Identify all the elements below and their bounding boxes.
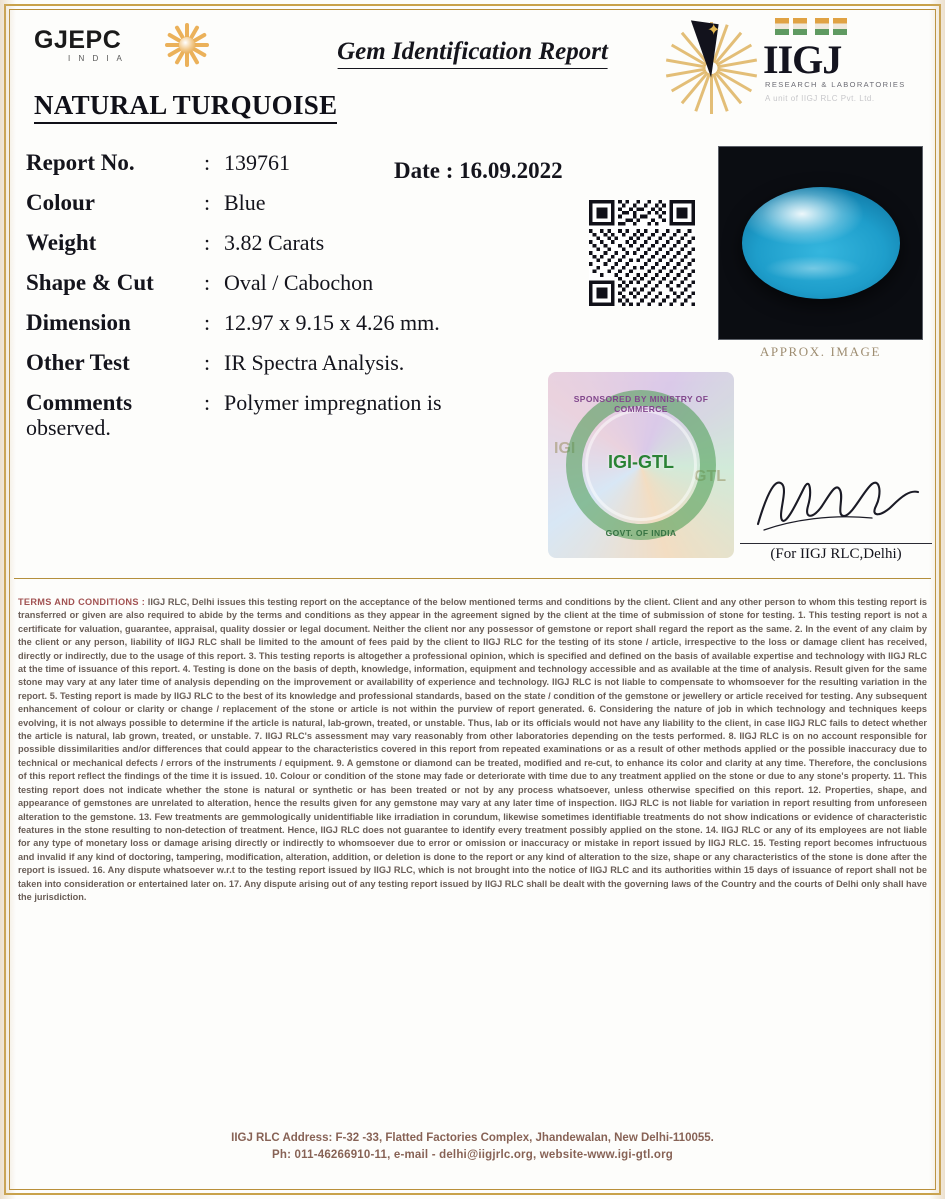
detail-row-weight bbox=[26, 230, 556, 270]
gem-name-heading: NATURAL TURQUOISE bbox=[34, 90, 337, 124]
detail-row-other-test bbox=[26, 350, 556, 390]
security-hologram bbox=[548, 372, 734, 558]
star-icon: ✦ bbox=[707, 22, 721, 39]
detail-label: Report No. bbox=[26, 150, 135, 175]
detail-label: Weight bbox=[26, 230, 97, 255]
gjepc-logo bbox=[34, 20, 264, 76]
detail-value: 3.82 Carats bbox=[224, 230, 325, 255]
footer-address: IIGJ RLC Address: F-32 -33, Flatted Factories Complex, Jhandewalan, New Delhi-110055. bbox=[231, 1132, 714, 1144]
hologram-bottom-text: GOVT. OF INDIA bbox=[605, 528, 677, 538]
hologram-top-text: SPONSORED BY MINISTRY OF COMMERCE bbox=[573, 394, 709, 414]
detail-colon: : bbox=[204, 390, 211, 415]
detail-colon: : bbox=[204, 150, 211, 175]
gjepc-sunburst-icon bbox=[162, 20, 212, 70]
comments-continuation: observed. bbox=[26, 415, 111, 440]
detail-colon: : bbox=[204, 310, 211, 335]
hologram-ghost-right: GTL bbox=[694, 468, 726, 485]
detail-colon: : bbox=[204, 270, 211, 295]
terms-body: IIGJ RLC, Delhi issues this testing report on the acceptance of the below mentioned terms and conditions by the client. Client and any other person to whom this testing report is transferred or given are also required to abide by the terms and conditions as they appear in the agreement signed by the client at the time of submission of stone for testing. 1. This testing report is not a certificate for valuation, guarantee, appraisal, quality dossier or legal document. Neither the client nor any possessor of gemstone or report shall regard the report as the same. 2. In the event of any claim by the client or any person, liability of IIGJ RLC shall be limited to the amount of fees paid by the client to IIGJ RLC for the testing of its stone / article, irrespective to the loss or damage client has received, directly or indirectly, due to the usage of this report. 3. This testing reports is altogether a professional opinion, which is specified and defined on the basis of available expertise and technology with IIGJ RLC at the time of issuance of this report. 4. Testing is done on the basis of depth, knowledge, information, equipment and technology accessible and as available at the time of analysis. Result given for the same stone may vary at any later time of analysis depending on the improvement or availability of experience and technology. IIGJ RLC is not liable to compensate to whomsoever for the resulting variation in the report. 5. Testing report is made by IIGJ RLC to the best of its knowledge and professional standards, based on the state / condition of the gemstone or jewellery or article received for testing. Any subsequent enhancement of colour or clarity or change / replacement of the stone or article is not within the purview of report generated. 6. Considering the nature of job in which technology and techniques keeps evolving, it is not always possible to determine if the article is natural, lab-grown, treated, or unstable. Thus, lab or its officials would not have any liability to the client, in case IIGJ RLC fails to detect whether the article is natural, lab grown, treated, or unstable. 7. IIGJ RLC's assessment may vary reasonably from other laboratories depending on the tests performed. 8. IIGJ RLC is on no account responsible for possible dissimilarities and/or differences that could appear to the characteristics covered in this report from repeated examinations or as a result of other methods applied or the possible inaccuracy due to technical or mechanical defects / errors of the instruments / equipment. 9. A gemstone or diamond can be treated, modified and re-cut, to enhance its color and clarity at any time. Therefore, the conclusions of this report reflect the findings of the time it is issued. 10. Colour or condition of the stone may fade or deteriorate with time due to any treatment applied on the stone or due to any stone's property. 11. This testing report does not indicate whether the stone is natural or synthetic or has been treated or not by any process whatsoever, unless otherwise specified on this report. 12. Properties, shape, and appearance of gemstones are unrelated to alteration, hence the results given for any gemstone may vary at any later time of inspection. IIGJ RLC is not liable for variation in report resulting from unforeseen alteration to the gemstone. 13. Few treatments are gemmologically unidentifiable like irradiation in corundum, likewise sometimes identifiable treatments do not show indications or evidence of characteristic features in the stone resulting to non-detection of treatment. Hence, IIGJ RLC does not guarantee to identify every treatment possibly applied on the stone. 14. IIGJ RLC or any of its employees are not liable for any type of monetary loss or damage arising directly or indirectly to whomsoever due to error or omission or inaccuracy or mistake in report issued by IIGJ RLC. 15. Testing report becomes infructuous and invalid if any kind of doctoring, tampering, modification, alteration, addition, or deletion is done to the report or any kind of alteration to the size, shape or any characteristics of the stone is done after the report is issued. 16. Any dispute whatsoever w.r.t to the testing report issued by IIGJ RLC, which is not brought into the notice of IIGJ RLC and its authorities within 15 days of issuance of report shall not be taken into consideration or entertained later on. 17. Any dispute arising out of any testing report issued by IIGJ RLC shall be dealt with the governing laws of the Country and the courts of Delhi only shall have the jurisdiction. bbox=[18, 597, 927, 902]
hologram-ghost-left: IGI bbox=[554, 440, 576, 457]
gjepc-subtitle: I N D I A bbox=[68, 54, 125, 63]
footer-contact: Ph: 011-46266910-11, e-mail - delhi@iigjrlc.org, website-www.igi-gtl.org bbox=[272, 1149, 673, 1161]
report-footer bbox=[18, 1130, 927, 1164]
signature-mark bbox=[752, 470, 922, 540]
flag-strip-icon bbox=[775, 18, 855, 36]
detail-label: Other Test bbox=[26, 350, 130, 375]
detail-value: 12.97 x 9.15 x 4.26 mm. bbox=[224, 310, 440, 335]
iigj-logo bbox=[655, 14, 925, 126]
page-edge-shade-left bbox=[0, 0, 16, 1199]
terms-heading: TERMS AND CONDITIONS : bbox=[18, 597, 146, 607]
gemstone-cabochon-image bbox=[742, 187, 900, 299]
page-edge-shade-right bbox=[929, 0, 945, 1199]
detail-row-dimension bbox=[26, 310, 556, 350]
signature-authority-label: (For IIGJ RLC,Delhi) bbox=[770, 546, 902, 562]
detail-value: Blue bbox=[224, 190, 266, 215]
detail-label: Dimension bbox=[26, 310, 131, 335]
iigj-wordmark: IIGJ bbox=[763, 37, 842, 82]
iigj-subtitle-2: A unit of IIGJ RLC Pvt. Ltd. bbox=[765, 94, 875, 103]
detail-label: Colour bbox=[26, 190, 95, 215]
gemstone-photograph bbox=[718, 146, 923, 340]
iigj-subtitle-1: RESEARCH & LABORATORIES bbox=[765, 80, 906, 89]
detail-value: 139761 bbox=[224, 150, 290, 175]
detail-colon: : bbox=[204, 230, 211, 255]
detail-label: Comments bbox=[26, 390, 133, 415]
qr-code bbox=[589, 200, 695, 306]
signature-line bbox=[740, 543, 932, 544]
detail-value: IR Spectra Analysis. bbox=[224, 350, 405, 375]
gjepc-logo-core bbox=[179, 37, 195, 53]
report-details-table bbox=[26, 150, 556, 430]
terms-and-conditions-section bbox=[18, 596, 927, 1126]
detail-colon: : bbox=[204, 350, 211, 375]
section-divider bbox=[14, 578, 931, 579]
detail-label: Shape & Cut bbox=[26, 270, 154, 295]
report-date: Date : 16.09.2022 bbox=[394, 158, 563, 183]
detail-colon: : bbox=[204, 190, 211, 215]
photo-caption: APPROX. IMAGE bbox=[759, 344, 882, 359]
gjepc-wordmark: GJEPC bbox=[34, 26, 122, 54]
detail-value: Oval / Cabochon bbox=[224, 270, 374, 295]
detail-row-shape-cut bbox=[26, 270, 556, 310]
detail-value: Polymer impregnation is bbox=[224, 390, 442, 415]
detail-row-colour bbox=[26, 190, 556, 230]
hologram-center-text: IGI-GTL bbox=[608, 452, 674, 472]
page-title: Gem Identification Report bbox=[337, 38, 608, 69]
